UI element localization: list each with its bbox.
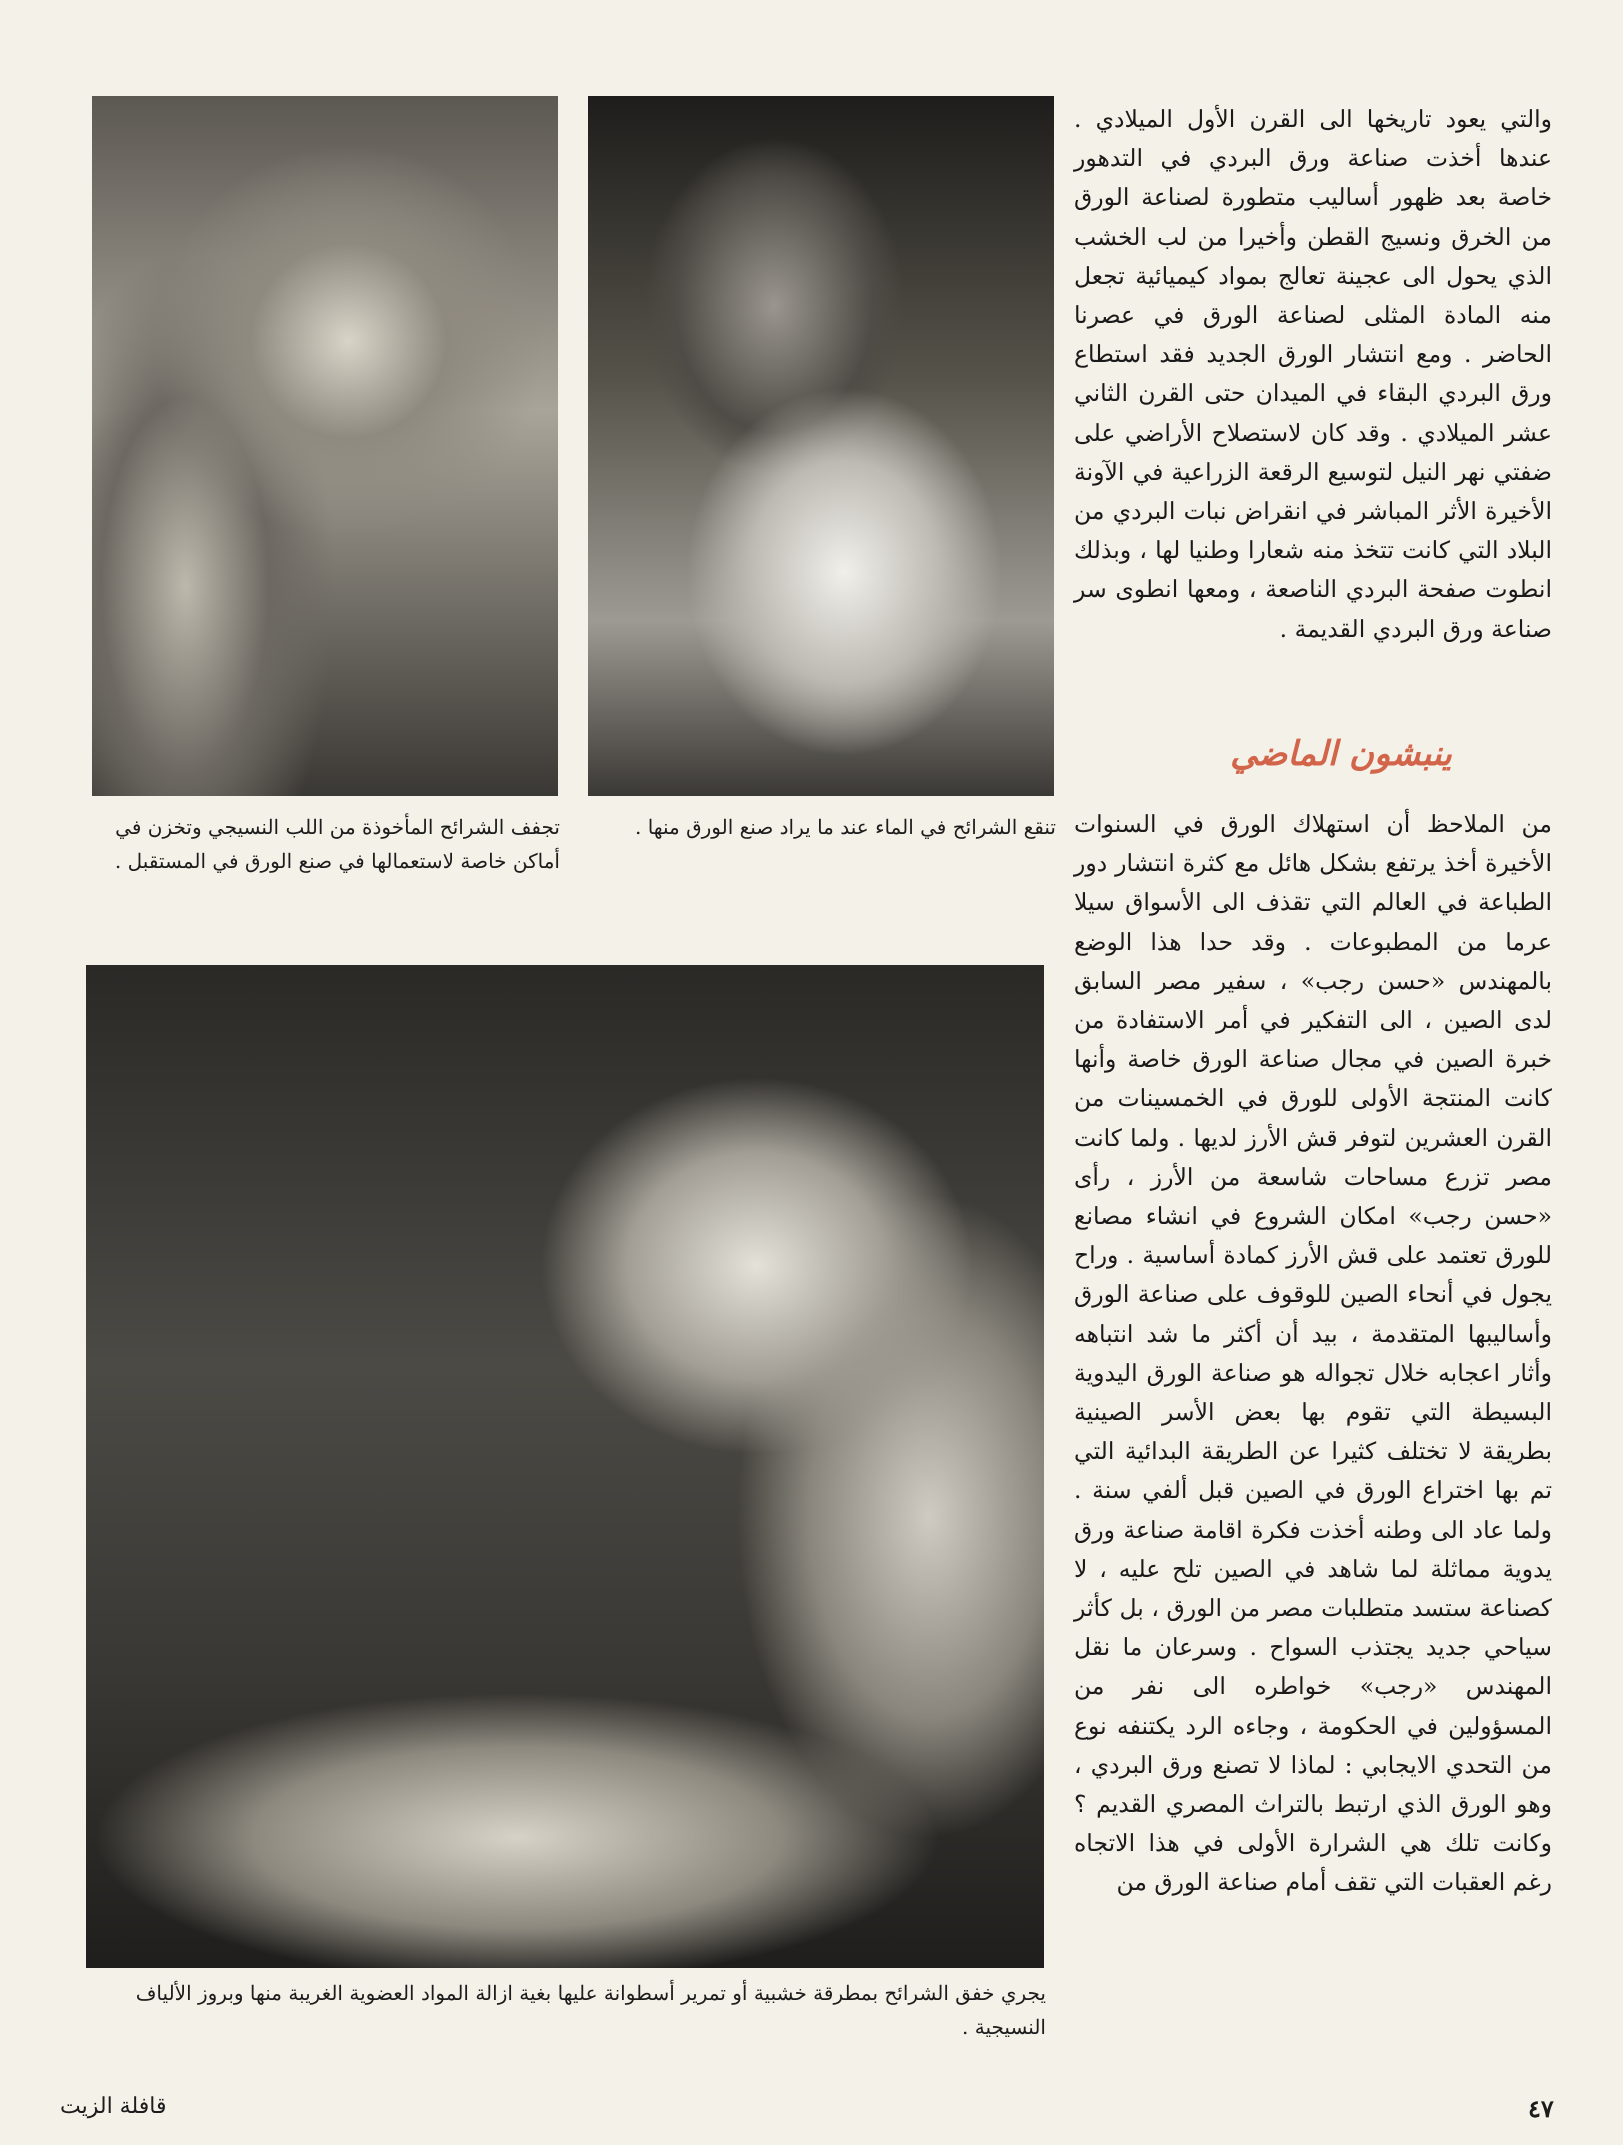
section-heading: ينبشون الماضي [1230,734,1452,774]
caption-drying-reeds: تجفف الشرائح المأخوذة من اللب النسيجي وتخزن في أماكن خاصة لاستعمالها في صنع الورق في المستقبل . [114,815,560,873]
article-paragraph-bottom: من الملاحظ أن استهلاك الورق في السنوات الأخيرة أخذ يرتفع بشكل هائل مع كثرة انتشار دور الطباعة في العالم التي تقذف الى الأسواق سيلا عرما من المطبوعات . وقد حدا هذا الوضع بالمهندس «حسن رجب» ، سفير مصر السابق لدى الصين ، الى التفكير في أمر الاستفادة من خبرة الصين في مجال صناعة الورق خاصة وأنها كانت المنتجة الأولى للورق في الخمسينات من القرن العشرين لتوفر قش الأرز لديها . ولما كانت مصر تزرع مساحات شاسعة من الأرز ، رأى «حسن رجب» امكان الشروع في انشاء مصانع للورق تعتمد على قش الأرز كمادة أساسية . وراح يجول في أنحاء الصين للوقوف على صناعة الورق وأساليبها المتقدمة ، بيد أن أكثر ما شد انتباهه وأثار اعجابه خلال تجواله هو صناعة الورق اليدوية البسيطة التي تقوم بها بعض الأسر الصينية بطريقة لا تختلف كثيرا عن الطريقة البدائية التي تم بها اختراع الورق في الصين قبل ألفي سنة . ولما عاد الى وطنه أخذت فكرة اقامة صناعة ورق يدوية مماثلة لما شاهد في الصين تلح عليه ، لا كصناعة ستسد متطلبات مصر من الورق ، بل كأثر سياحي جديد يجتذب السواح . وسرعان ما نقل المهندس «رجب» خواطره الى نفر من المسؤولين في الحكومة ، وجاءه الرد يكتنفه نوع من التحدي الايجابي : لماذا لا تصنع ورق البردي ، وهو الورق الذي ارتبط بالتراث المصري القديم ؟ وكانت تلك هي الشرارة الأولى في هذا الاتجاه رغم العقبات التي تقف أمام صناعة الورق من [1074,810,1552,1897]
photo-rolling-strips [86,965,1044,1968]
photo-drying-reeds [92,96,558,796]
footer-magazine-title: قافلة الزيت [60,2094,167,2119]
article-paragraph-top: والتي يعود تاريخها الى القرن الأول الميلادي . عندها أخذت صناعة ورق البردي في التدهور خاصة بعد ظهور أساليب متطورة لصناعة الورق من الخرق ونسيج القطن وأخيرا من لب الخشب الذي يحول الى عجينة تعالج بمواد كيميائية تجعل منه المادة المثلى لصناعة الورق في عصرنا الحاضر . ومع انتشار الورق الجديد فقد استطاع ورق البردي البقاء في الميدان حتى القرن الثاني عشر الميلادي . وقد كان لاستصلاح الأراضي على ضفتي نهر النيل لتوسيع الرقعة الزراعية في الآونة الأخيرة الأثر المباشر في انقراض نبات البردي من البلاد التي كانت تتخذ منه شعارا وطنيا لها ، وبذلك انطوت صفحة البردي الناصعة ، ومعها انطوى سر صناعة ورق البردي القديمة . [1074,105,1552,643]
caption-rolling-strips: يجري خفق الشرائح بمطرقة خشبية أو تمرير أسطوانة عليها بغية ازالة المواد العضوية الغريبة منها وبروز الألياف النسيجية . [135,1981,1046,2039]
photo-soaking-strips [588,96,1054,796]
caption-soaking-strips: تنقع الشرائح في الماء عند ما يراد صنع الورق منها . [634,815,1056,839]
page-number: ٤٧ [1528,2094,1554,2123]
